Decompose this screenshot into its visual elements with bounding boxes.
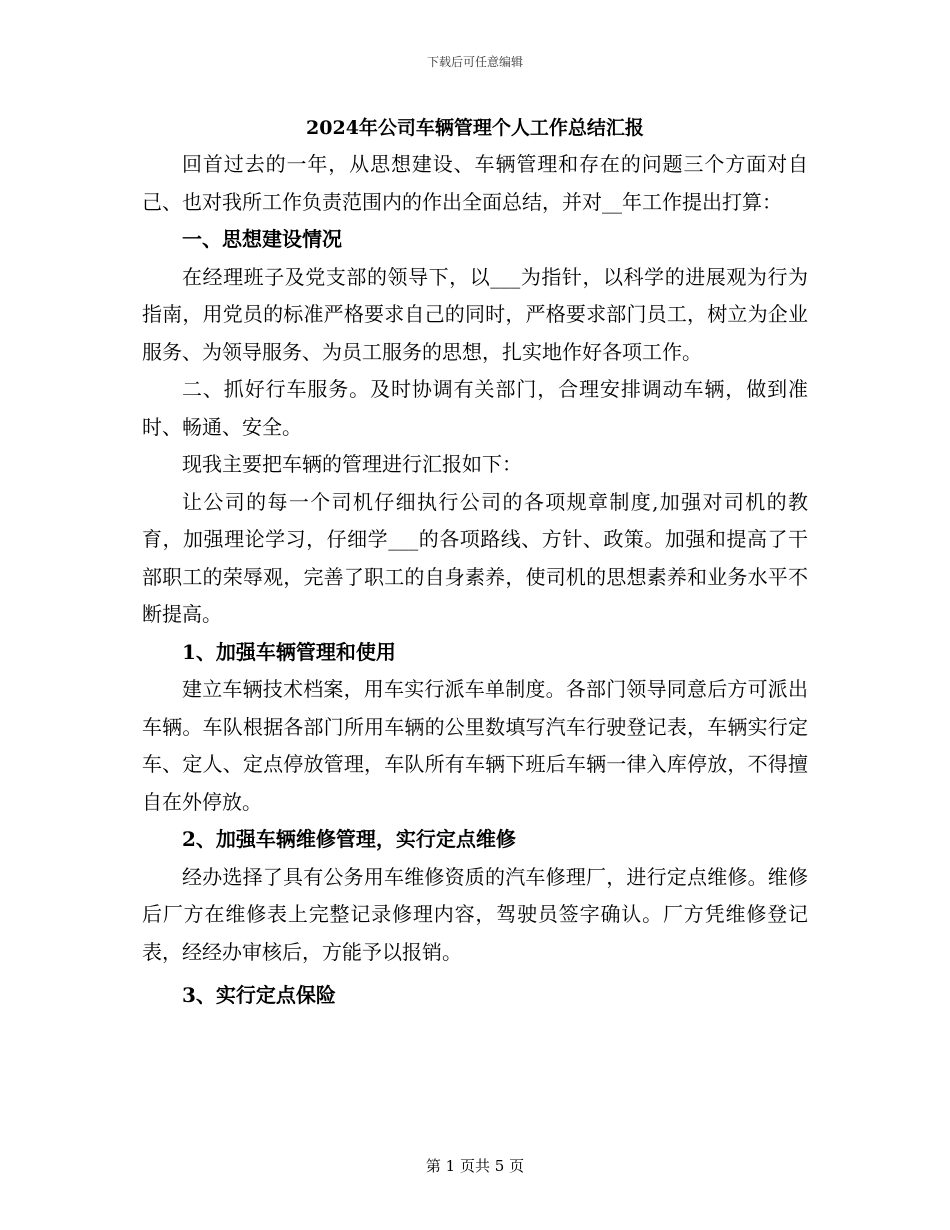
document-title: 2024年公司车辆管理个人工作总结汇报 bbox=[306, 117, 644, 139]
page-number: 第 1 页共 5 页 bbox=[425, 1157, 525, 1175]
header-note: 下载后可任意编辑 bbox=[426, 55, 523, 69]
paragraph-ideology: 在经理班子及党支部的领导下，以___为指针，以科学的进展观为行为指南，用党员的标准严格要求自己的同时，严格要求部门员工，树立为企业服务、为领导服务、为员工服务的思想，扎实地作好各项工作。 bbox=[142, 264, 808, 364]
paragraph-maintenance: 经办选择了具有公务用车维修资质的汽车修理厂，进行定点维修。维修后厂方在维修表上完整记录修理内容，驾驶员签字确认。厂方凭维修登记表，经经办审核后，方能予以报销。 bbox=[142, 864, 808, 964]
paragraph-report-intro: 现我主要把车辆的管理进行汇报如下： bbox=[182, 452, 522, 476]
document-body bbox=[142, 146, 808, 1015]
paragraph-driver-education: 让公司的每一个司机仔细执行公司的各项规章制度,加强对司机的教育，加强理论学习，仔细学___的各项路线、方针、政策。加强和提高了干部职工的荣辱观，完善了职工的自身素养，使司机的思想素养和业务水平不断提高。 bbox=[142, 489, 808, 626]
paragraph-vehicle-management: 建立车辆技术档案，用车实行派车单制度。各部门领导同意后方可派出车辆。车队根据各部门所用车辆的公里数填写汽车行驶登记表，车辆实行定车、定人、定点停放管理，车队所有车辆下班后车辆一律入库停放，不得擅自在外停放。 bbox=[142, 677, 808, 814]
paragraph-driving-service: 二、抓好行车服务。及时协调有关部门，合理安排调动车辆，做到准时、畅通、安全。 bbox=[142, 377, 808, 439]
section-heading-vehicle-management: 1、加强车辆管理和使用 bbox=[182, 639, 396, 664]
section-heading-insurance: 3、实行定点保险 bbox=[182, 983, 336, 1007]
paragraph-intro: 回首过去的一年，从思想建设、车辆管理和存在的问题三个方面对自己、也对我所工作负责范围内的作出全面总结，并对__年工作提出打算： bbox=[142, 152, 808, 214]
section-heading-maintenance: 2、加强车辆维修管理，实行定点维修 bbox=[182, 827, 516, 851]
section-heading-ideology: 一、思想建设情况 bbox=[182, 227, 342, 251]
